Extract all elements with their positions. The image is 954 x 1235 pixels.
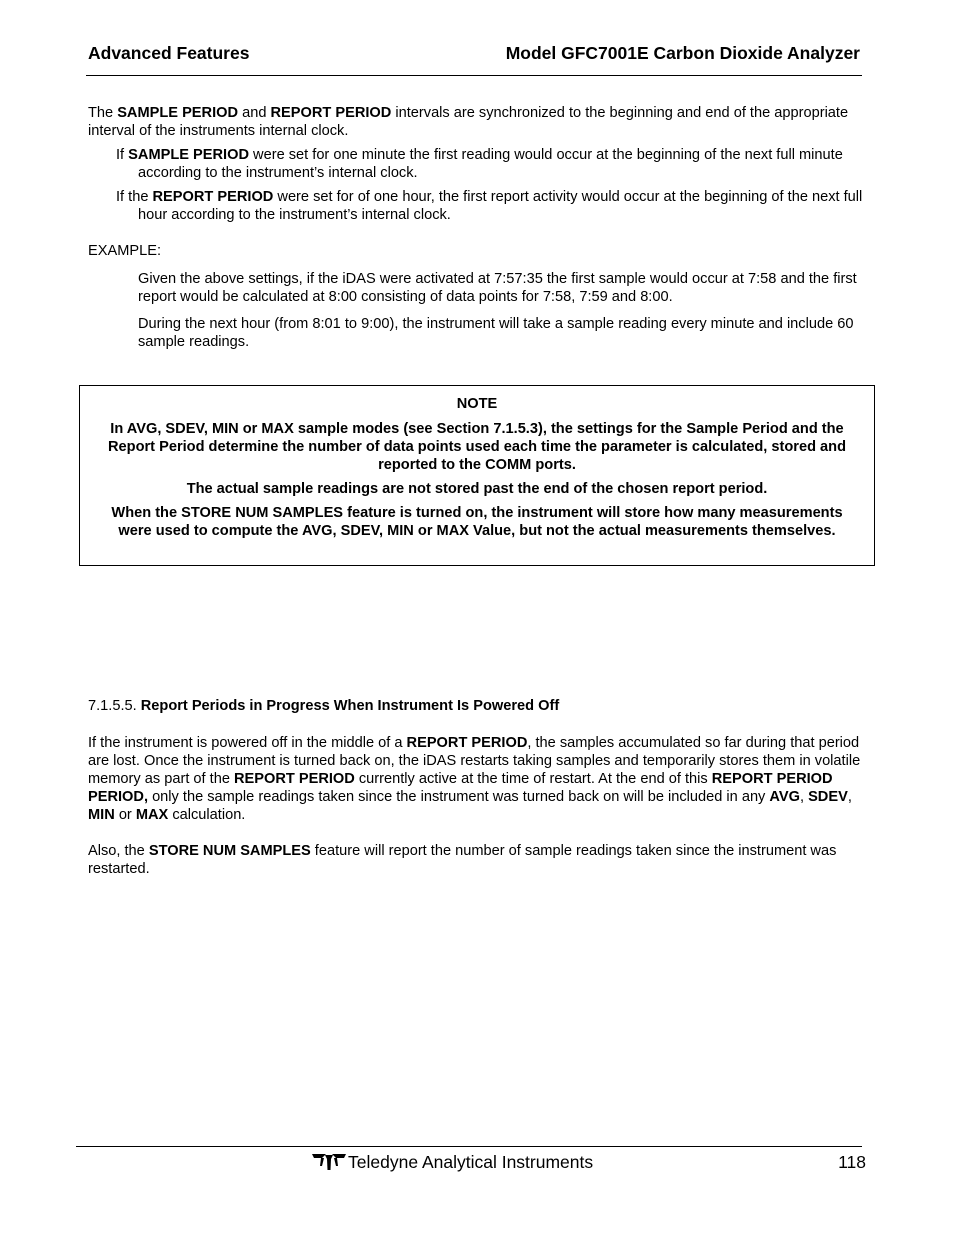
bullet-report-period: If the REPORT PERIOD were set for of one hour, the first report activity would occur at the beginning of the next full hour according to the instrument’s internal clock.: [116, 189, 863, 223]
note-paragraph-1: In AVG, SDEV, MIN or MAX sample modes (see Section 7.1.5.3), the settings for the Sample Period and the Report Period determine the number of data points used each time the parameter is calculated, stored and reported to the COMM ports.: [108, 421, 846, 473]
example-paragraph-2: During the next hour (from 8:01 to 9:00), the instrument will take a sample reading every minute and include 60 sample readings.: [138, 316, 854, 350]
header-rule: [86, 75, 862, 76]
example-label: EXAMPLE:: [88, 243, 161, 259]
page-number: 118: [838, 1152, 866, 1172]
running-header-section: Advanced Features: [88, 43, 250, 63]
section-heading: 7.1.5.5. Report Periods in Progress When Instrument Is Powered Off: [88, 698, 560, 714]
note-title: NOTE: [456, 396, 498, 412]
intro-paragraph: The SAMPLE PERIOD and REPORT PERIOD intervals are synchronized to the beginning and end of the appropriate interval of the instruments internal clock.: [88, 105, 849, 139]
store-num-samples-paragraph: Also, the STORE NUM SAMPLES feature will report the number of sample readings taken since the instrument was restarted.: [88, 843, 837, 877]
note-paragraph-2: The actual sample readings are not stored past the end of the chosen report period.: [186, 481, 768, 497]
running-header-title: Model GFC7001E Carbon Dioxide Analyzer: [505, 43, 860, 63]
note-paragraph-3: When the STORE NUM SAMPLES feature is turned on, the instrument will store how many measurements were used to compute the AVG, SDEV, MIN or MAX Value, but not the actual measurements themselves.: [111, 505, 843, 539]
bullet-sample-period: If SAMPLE PERIOD were set for one minute the first reading would occur at the beginning of the next full minute according to the instrument’s internal clock.: [116, 147, 843, 181]
teledyne-logo-icon: [312, 1152, 346, 1172]
footer-rule: [76, 1146, 862, 1147]
note-box: [79, 385, 875, 566]
footer: [312, 1151, 593, 1173]
footer-company: Teledyne Analytical Instruments: [348, 1152, 594, 1172]
power-off-paragraph: If the instrument is powered off in the middle of a REPORT PERIOD, the samples accumulated so far during that period are lost. Once the instrument is turned back on, the iDAS restarts taking samples and temporarily stores them in volatile memory as part of the REPORT PERIOD currently active at the time of restart. At the end of this REPORT PERIOD PERIOD, only the sample readings taken since the instrument was turned back on will be included in any AVG, SDEV, MIN or MAX calculation.: [88, 735, 861, 823]
example-paragraph-1: Given the above settings, if the iDAS were activated at 7:57:35 the first sample would occur at 7:58 and the first report would be calculated at 8:00 consisting of data points for 7:58, 7:59 and 8:00.: [138, 271, 857, 305]
